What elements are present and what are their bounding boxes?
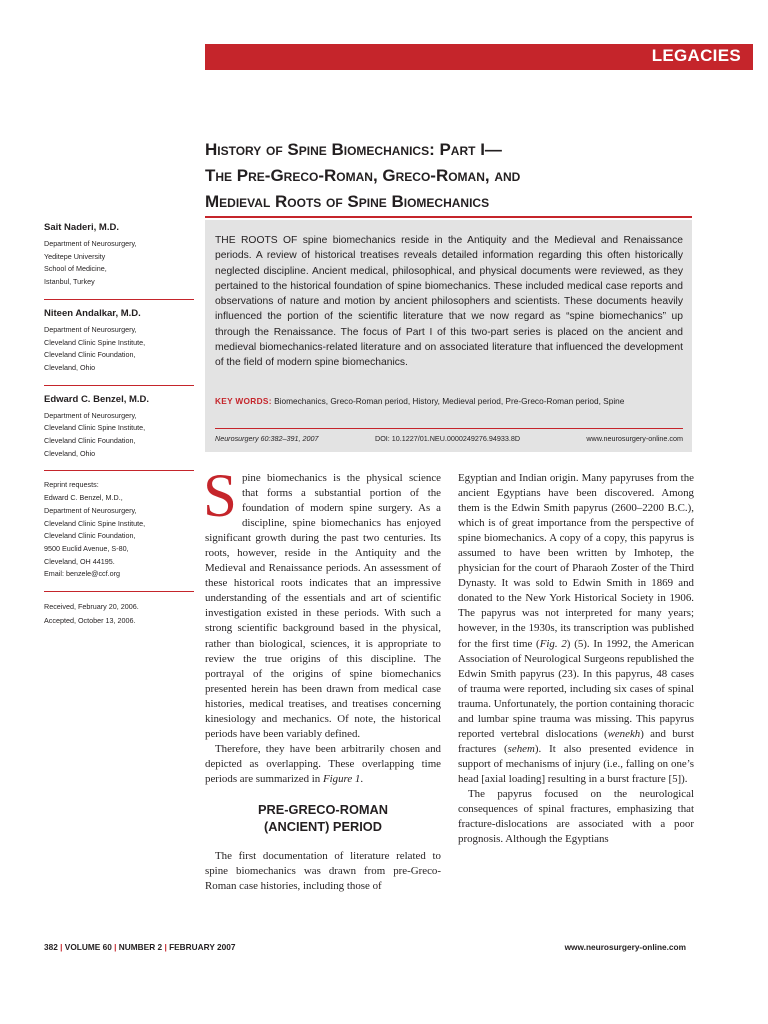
author-name: Niteen Andalkar, M.D. <box>44 307 141 319</box>
article-title <box>205 137 685 215</box>
author-divider <box>44 591 194 592</box>
author-block <box>44 308 194 375</box>
affiliation-line: Cleveland Clinic Foundation, <box>44 436 136 446</box>
section-heading-line: PRE-GRECO-ROMAN <box>257 801 389 817</box>
reprint-line: Cleveland Clinic Foundation, <box>44 531 136 541</box>
body-column-1 <box>203 463 441 894</box>
title-line-1: History of Spine Biomechanics: Part I— <box>205 140 502 159</box>
body-text: Therefore, they have been arbitrarily chosen and depicted as overlapping. These overlapping time periods are summarized in <box>205 742 441 785</box>
keywords <box>215 395 683 408</box>
body-text: ) and burst fractures ( <box>458 727 694 755</box>
journal-citation: Neurosurgery 60:382–391, 2007 <box>215 434 319 443</box>
affiliation-line: Department of Neurosurgery, <box>44 324 137 334</box>
citation-row <box>215 434 683 444</box>
author-affiliation <box>44 324 194 375</box>
intro-text: pine biomechanics is the physical science that forms a substantial portion of the foundation of modern spine surgery. As a discipline, spine biomechanics has enjoyed significant growth during the past two centuries. Its roots, however, reside in the Antiquity and the Medieval and Renaissance periods. An assessment of these historical roots indicates that an impressive understanding of the essentials and art of scientific investigation existed in these periods. With such a strong scientific background based in the physical, rather than biological, sciences, it is appropriate to review the true origins of this discipline. The portrayal of the origins of spine biomechanics presented herein has been drawn from medical case histories, medical treatises, and treatises concerning kinesiology and mechanics. Of note, the historical periods have been variably defined. <box>205 472 441 740</box>
body-paragraph: The papyrus focused on the neurological consequences of spinal fractures, emphasizing that fracture-dislocations are associated with a poor prognosis. Although the Egyptians <box>458 787 694 846</box>
intro-paragraph <box>203 463 441 742</box>
author-name: Edward C. Benzel, M.D. <box>44 393 150 405</box>
affiliation-line: Cleveland, Ohio <box>44 448 96 458</box>
affiliation-line: Department of Neurosurgery, <box>44 239 137 248</box>
issue-date: FEBRUARY 2007 <box>169 942 236 952</box>
reprint-line: Cleveland, OH 44195. <box>44 556 115 566</box>
accepted-date: Accepted, October 13, 2006. <box>44 616 136 626</box>
reprint-line: Reprint requests: <box>44 480 99 490</box>
title-line-2: The Pre-Greco-Roman, Greco-Roman, and <box>205 166 521 185</box>
affiliation-line: Cleveland Clinic Spine Institute, <box>44 337 146 347</box>
section-label: LEGACIES <box>651 46 741 65</box>
egyptian-term: wenekh <box>607 727 641 740</box>
footer-website-link[interactable]: www.neurosurgery-online.com <box>564 942 686 952</box>
footer-issue-info <box>44 942 235 952</box>
page-footer <box>44 942 686 954</box>
body-paragraph <box>458 471 694 787</box>
received-date: Received, February 20, 2006. <box>44 602 139 612</box>
keywords-label: KEY WORDS: <box>215 396 272 406</box>
reprint-email[interactable]: Email: benzele@ccf.org <box>44 569 121 579</box>
section-heading-line: (ANCIENT) PERIOD <box>263 818 382 834</box>
affiliation-line: Cleveland Clinic Spine Institute, <box>44 423 146 433</box>
reprint-line: Cleveland Clinic Spine Institute, <box>44 518 146 528</box>
title-divider <box>205 216 692 218</box>
author-block <box>44 394 194 461</box>
author-divider <box>44 470 194 471</box>
figure-reference[interactable]: Fig. 2 <box>539 637 567 650</box>
footer-separator: | <box>60 942 63 952</box>
body-text: . <box>360 772 364 785</box>
submission-dates <box>44 600 194 628</box>
author-affiliation <box>44 238 194 289</box>
author-block <box>44 222 194 289</box>
author-divider <box>44 385 194 386</box>
body-text: ) (5). In 1992, the American Association of Neurological Surgeons republished the Edwin Smith papyrus (23). In this papyrus, 48 cases of trauma were reported, including six cases of spinal trauma. Unfortunately, the portion containing thoracic and lumbar spine trauma was missing. This papyrus reported vertebral dislocations ( <box>458 637 695 740</box>
doi: DOI: 10.1227/01.NEU.0000249276.94933.8D <box>375 434 521 443</box>
footer-separator: | <box>114 942 117 952</box>
drop-cap: S <box>203 463 237 530</box>
author-affiliation <box>44 410 194 461</box>
issue-number: NUMBER 2 <box>118 942 163 952</box>
body-paragraph <box>205 742 441 787</box>
body-column-2 <box>458 471 694 847</box>
page-number: 382 <box>44 942 58 952</box>
affiliation-line: School of Medicine, <box>44 264 107 274</box>
reprint-line: 9500 Euclid Avenue, S-80, <box>44 543 129 553</box>
affiliation-line: Cleveland, Ohio <box>44 362 96 372</box>
abstract-text: THE ROOTS OF spine biomechanics reside in the Antiquity and the Medieval and Renaissance periods. A review of historical treatises reveals detailed information regarding this often historically neglected discipline. Ancient medical, philosophical, and physical documents were reviewed, as they pertained to the historical foundation of spine biomechanics. These included medical case reports and observations of nature and motion by ancient philosophers and scientists. These documents heavily influenced the portion of the scientific literature that we now regard as “spine biomechanics” up through the Renaissance. The focus of Part I of this two-part series is placed on the ancient and medieval biomechanics-related literature and on associated literature that influenced the development of the field of modern spine biomechanics. <box>215 235 683 369</box>
affiliation-line: Department of Neurosurgery, <box>44 410 137 420</box>
figure-reference[interactable]: Figure 1 <box>322 772 361 785</box>
affiliation-line: Istanbul, Turkey <box>44 277 95 287</box>
body-paragraph: The first documentation of literature related to spine biomechanics was drawn from pre-Greco-Roman case histories, including those of <box>205 849 441 893</box>
section-heading <box>205 801 441 835</box>
footer-separator: | <box>164 942 167 952</box>
reprint-line: Department of Neurosurgery, <box>44 505 137 515</box>
affiliation-line: Cleveland Clinic Foundation, <box>44 350 136 360</box>
journal-website-link[interactable]: www.neurosurgery-online.com <box>586 434 683 443</box>
reprint-line: Edward C. Benzel, M.D., <box>44 493 123 503</box>
title-line-3: Medieval Roots of Spine Biomechanics <box>205 192 490 211</box>
body-text: Egyptian and Indian origin. Many papyruses from the ancient Egyptians have been discovered. Among them is the Edwin Smith papyrus (2600–2200 B.C.), which is of great importance from the perspective of spine biomechanics. A copy of a copy, this papyrus is assumed to have been written by Imhotep, the physician for the court of Pharaoh Zoster of the Third Dynasty. It was sold to Edwin Smith in 1869 and donated to the New York Historical Society in 1906. The papyrus was not interpreted for many years; however, in the 1930s, its transcription was published for the first time ( <box>458 472 694 650</box>
author-sidebar <box>44 222 194 628</box>
reprint-requests <box>44 479 194 581</box>
affiliation-line: Yeditepe University <box>44 251 106 261</box>
section-banner <box>205 44 753 70</box>
body-text: ). It also presented evidence in support of mechanisms of injury (i.e., falling on one’s head [axial loading] resulting in a burst fracture [5]). <box>458 742 694 785</box>
author-divider <box>44 299 194 300</box>
abstract-divider <box>215 428 683 429</box>
author-name: Sait Naderi, M.D. <box>44 222 119 233</box>
keywords-list: Biomechanics, Greco-Roman period, History, Medieval period, Pre-Greco-Roman period, Spine <box>274 396 625 406</box>
volume: VOLUME 60 <box>64 942 112 952</box>
egyptian-term: sehem <box>507 742 535 755</box>
